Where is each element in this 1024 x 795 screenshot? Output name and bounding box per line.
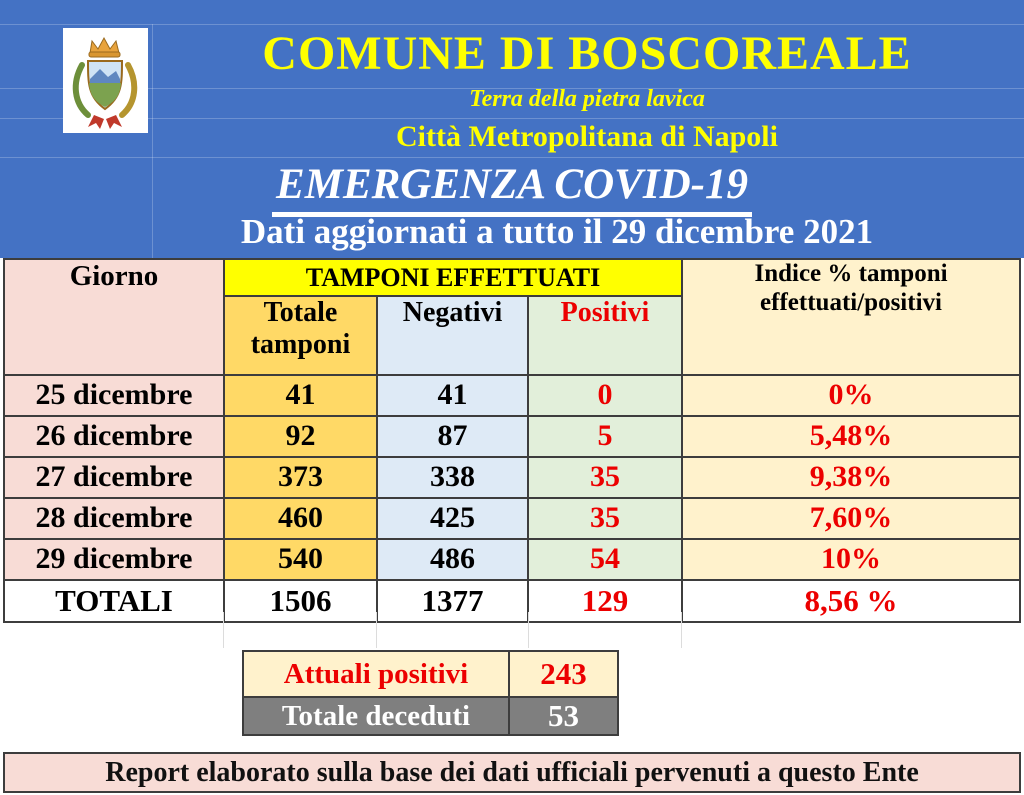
- coat-of-arms-icon: [63, 28, 148, 133]
- cell-date: 29 dicembre: [4, 539, 224, 580]
- spreadsheet-gridline: [0, 24, 1024, 25]
- spreadsheet-gridline: [528, 612, 529, 648]
- cell-indice: 0%: [682, 375, 1020, 416]
- totale-deceduti-value: 53: [509, 697, 618, 735]
- cell-positivi: 35: [528, 498, 682, 539]
- page-title: COMUNE DI BOSCOREALE: [262, 27, 912, 80]
- indice-header-line2: effettuati/positivi: [760, 288, 942, 316]
- cell-indice: 5,48%: [682, 416, 1020, 457]
- cell-date: 26 dicembre: [4, 416, 224, 457]
- table-row: [4, 539, 1020, 580]
- cell-totale: 92: [224, 416, 377, 457]
- cell-totale: 373: [224, 457, 377, 498]
- cell-negativi: 41: [377, 375, 528, 416]
- col-header-positivi: Positivi: [528, 296, 682, 375]
- emergency-title: EMERGENZA COVID-19: [0, 160, 1024, 217]
- cell-positivi: 54: [528, 539, 682, 580]
- cell-negativi: 425: [377, 498, 528, 539]
- cell-positivi: 0: [528, 375, 682, 416]
- cell-negativi: 87: [377, 416, 528, 457]
- totals-row: [4, 580, 1020, 622]
- totale-deceduti-label: Totale deceduti: [243, 697, 509, 735]
- totals-indice: 8,56 %: [682, 580, 1020, 622]
- spreadsheet-gridline: [0, 118, 1024, 119]
- cell-totale: 460: [224, 498, 377, 539]
- tamponi-table: [3, 258, 1021, 623]
- report-header: [0, 0, 1024, 258]
- cell-negativi: 338: [377, 457, 528, 498]
- cell-indice: 7,60%: [682, 498, 1020, 539]
- table-row: [4, 498, 1020, 539]
- cell-indice: 10%: [682, 539, 1020, 580]
- cell-indice: 9,38%: [682, 457, 1020, 498]
- group-header-tamponi-effettuati: TAMPONI EFFETTUATI: [224, 259, 682, 296]
- cell-totale: 41: [224, 375, 377, 416]
- col-header-giorno: Giorno: [4, 259, 224, 375]
- totale-deceduti-row: [243, 697, 618, 735]
- col-header-indice: [682, 259, 1020, 375]
- cell-negativi: 486: [377, 539, 528, 580]
- totals-totale: 1506: [224, 580, 377, 622]
- table-row: [4, 457, 1020, 498]
- cell-totale: 540: [224, 539, 377, 580]
- cell-date: 28 dicembre: [4, 498, 224, 539]
- cell-positivi: 5: [528, 416, 682, 457]
- summary-box: [242, 650, 619, 736]
- totals-label: TOTALI: [4, 580, 224, 622]
- spreadsheet-gridline: [0, 157, 1024, 158]
- footer-note: Report elaborato sulla base dei dati ufficiali pervenuti a questo Ente: [3, 752, 1021, 793]
- table-row: [4, 416, 1020, 457]
- city-motto: Terra della pietra lavica: [469, 86, 705, 112]
- metro-subtitle: Città Metropolitana di Napoli: [396, 120, 778, 153]
- spreadsheet-gridline: [681, 612, 682, 648]
- cell-date: 27 dicembre: [4, 457, 224, 498]
- update-date-line: Dati aggiornati a tutto il 29 dicembre 2021: [240, 212, 874, 251]
- spreadsheet-gridline: [376, 612, 377, 648]
- cell-positivi: 35: [528, 457, 682, 498]
- attuali-positivi-row: [243, 651, 618, 697]
- totals-positivi: 129: [528, 580, 682, 622]
- attuali-positivi-value: 243: [509, 651, 618, 697]
- spreadsheet-gridline: [223, 612, 224, 648]
- col-header-negativi: Negativi: [377, 296, 528, 375]
- col-header-totale: Totale tamponi: [224, 296, 377, 375]
- table-row: [4, 375, 1020, 416]
- totals-negativi: 1377: [377, 580, 528, 622]
- cell-date: 25 dicembre: [4, 375, 224, 416]
- indice-header-line1: Indice % tamponi: [754, 260, 948, 287]
- attuali-positivi-label: Attuali positivi: [243, 651, 509, 697]
